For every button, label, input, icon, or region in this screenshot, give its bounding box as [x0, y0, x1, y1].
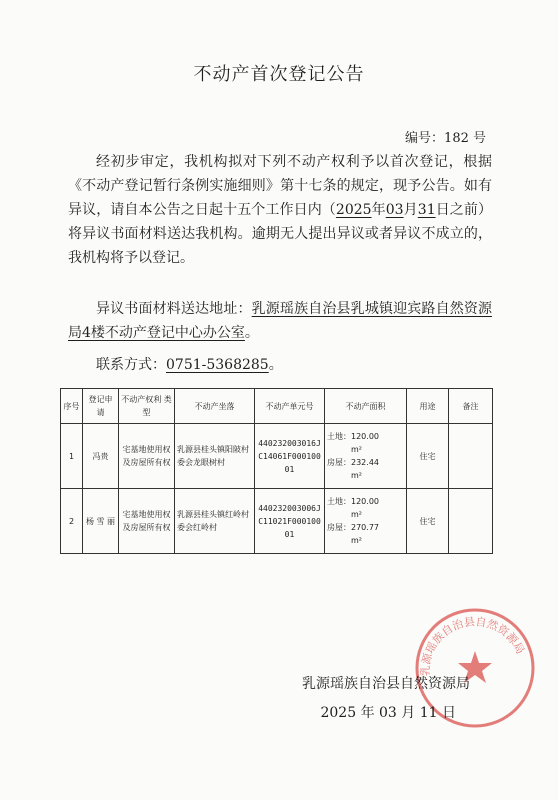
contact-phone: 0751-5368285: [166, 357, 269, 373]
deadline-year: 2025: [335, 202, 372, 218]
table-header-row: [61, 389, 493, 424]
issuing-organization: 乳源瑶族自治县自然资源局: [302, 676, 470, 692]
cell-no: 1: [61, 424, 83, 489]
cell-area: 土地：120.00 m² 房屋：232.44 m²: [325, 424, 407, 489]
contact-paragraph: 联系方式：0751-5368285。: [96, 357, 283, 373]
area-unit: m²: [351, 536, 362, 545]
house-area: 270.77: [351, 523, 379, 532]
cell-unit-no: 440232003006JC11021F00010001: [255, 489, 325, 554]
cell-right-type: 宅基地使用权及房屋所有权: [119, 489, 175, 554]
header-area: 不动产面积: [325, 389, 407, 424]
cell-area: 土地：120.00 m² 房屋：270.77 m²: [325, 489, 407, 554]
objection-address-paragraph: 异议书面材料送达地址：乳源瑶族自治县乳城镇迎宾路自然资源局4楼不动产登记中心办公室。: [68, 301, 493, 341]
area-unit: m²: [351, 471, 362, 480]
cell-usage: 住宅: [407, 489, 449, 554]
cell-location: 乳源县桂头镇阳陂村委会龙眼树村: [175, 424, 255, 489]
cell-no: 2: [61, 489, 83, 554]
cell-unit-no: 440232003016JC14061F00010001: [255, 424, 325, 489]
document-number: 编号：182 号: [405, 131, 486, 146]
table-row: [61, 424, 493, 489]
header-unit-no: 不动产单元号: [255, 389, 325, 424]
header-no: 序号: [61, 389, 83, 424]
deadline-month: 03: [385, 202, 404, 218]
house-area: 232.44: [351, 458, 379, 467]
land-area: 120.00: [351, 432, 379, 441]
deadline-day: 31: [417, 202, 436, 218]
table-row: [61, 489, 493, 554]
notice-title: 不动产首次登记公告: [193, 64, 365, 85]
header-remark: 备注: [449, 389, 493, 424]
objection-address: 乳源瑶族自治县乳城镇迎宾路自然资源局4楼不动产登记中心办公室: [68, 301, 493, 341]
cell-remark: [449, 489, 493, 554]
issue-date: 2025 年 03 月 11 日: [320, 705, 456, 721]
land-area: 120.00: [351, 497, 379, 506]
cell-applicant: 杨 雪 丽: [83, 489, 119, 554]
area-unit: m²: [351, 445, 362, 454]
header-applicant: 登记申请: [83, 389, 119, 424]
area-unit: m²: [351, 510, 362, 519]
cell-applicant: 冯贵: [83, 424, 119, 489]
cell-usage: 住宅: [407, 424, 449, 489]
header-usage: 用途: [407, 389, 449, 424]
cell-remark: [449, 424, 493, 489]
cell-location: 乳源县桂头镇红岭村委会红岭村: [175, 489, 255, 554]
cell-right-type: 宅基地使用权及房屋所有权: [119, 424, 175, 489]
header-location: 不动产坐落: [175, 389, 255, 424]
svg-text:乳源瑶族自治县自然资源局: 乳源瑶族自治县自然资源局: [418, 615, 528, 677]
registration-table: [60, 388, 493, 554]
header-right-type: 不动产权利 类型: [119, 389, 175, 424]
notice-paragraph-1: 经初步审定，我机构拟对下列不动产权利予以首次登记，根据《不动产登记暂行条例实施细则》第十七条的规定，现予公告。如有异议，请自本公告之日起十五个工作日内（2025年03月31日之前）将异议书面材料送达我机构。逾期无人提出异议或者异议不成立的，我机构将予以登记。: [68, 154, 493, 266]
